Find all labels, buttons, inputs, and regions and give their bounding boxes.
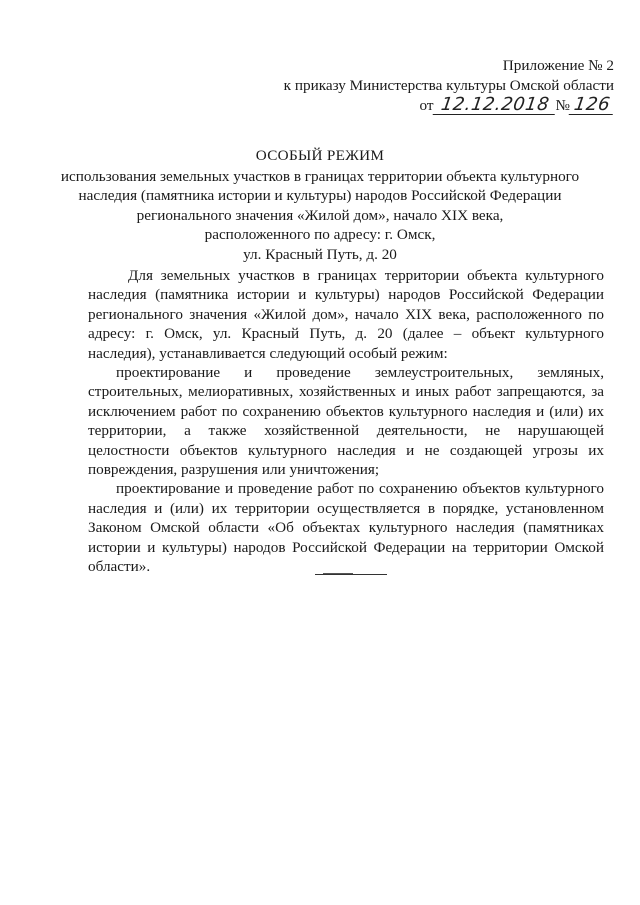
date-prefix: от — [419, 97, 434, 114]
number-prefix: № — [555, 97, 570, 114]
appendix-number: Приложение № 2 — [502, 57, 614, 74]
title-line: использования земельных участков в границах территории объекта культурного — [60, 167, 580, 185]
order-date-number — [419, 96, 614, 116]
body-paragraph: проектирование и проведение землеустроительных, земляных, строительных, мелиоративных, хозяйственных и иных работ запрещаются, за исключением работ по сохранению объектов культурного наследия и (или) их территории, а также хозяйственной деятельности, не нарушающей целостности объектов культурного наследия и не создающей угрозы их повреждения, разрушения или уничтожения; — [88, 364, 604, 479]
appendix-header — [214, 56, 614, 116]
handwritten-date: 12.12.2018 — [432, 96, 557, 115]
appendix-date-line — [214, 96, 614, 116]
end-divider — [315, 574, 387, 575]
body-paragraph: Для земельных участков в границах территории объекта культурного наследия (памятника истории и культуры) народов Российской Федерации регионального значения «Жилой дом», начало XIX века, расположенного по адресу: г. Омск, ул. Красный Путь, д. 20 (далее – объект культурного наследия), устанавливается следующий особый режим: — [88, 267, 604, 362]
title-line: ул. Красный Путь, д. 20 — [243, 245, 397, 263]
document-title — [0, 146, 640, 265]
title-line: регионального значения «Жилой дом», начало XIX века, — [136, 206, 504, 224]
handwritten-number: 126 — [569, 96, 616, 115]
title-heading: ОСОБЫЙ РЕЖИМ — [255, 147, 385, 164]
body-paragraph: проектирование и проведение работ по сохранению объектов культурного наследия и (или) их территории осуществляется в порядке, установленном Законом Омской области «Об объектах культурного наследия (памятниках истории и культуры) народов Российской Федерации на территории Омской области». — [88, 480, 604, 576]
document-body — [88, 266, 604, 577]
title-line: наследия (памятника истории и культуры) народов Российской Федерации — [78, 187, 562, 205]
title-line: расположенного по адресу: г. Омск, — [204, 226, 436, 244]
appendix-order-reference: к приказу Министерства культуры Омской области — [283, 77, 614, 94]
